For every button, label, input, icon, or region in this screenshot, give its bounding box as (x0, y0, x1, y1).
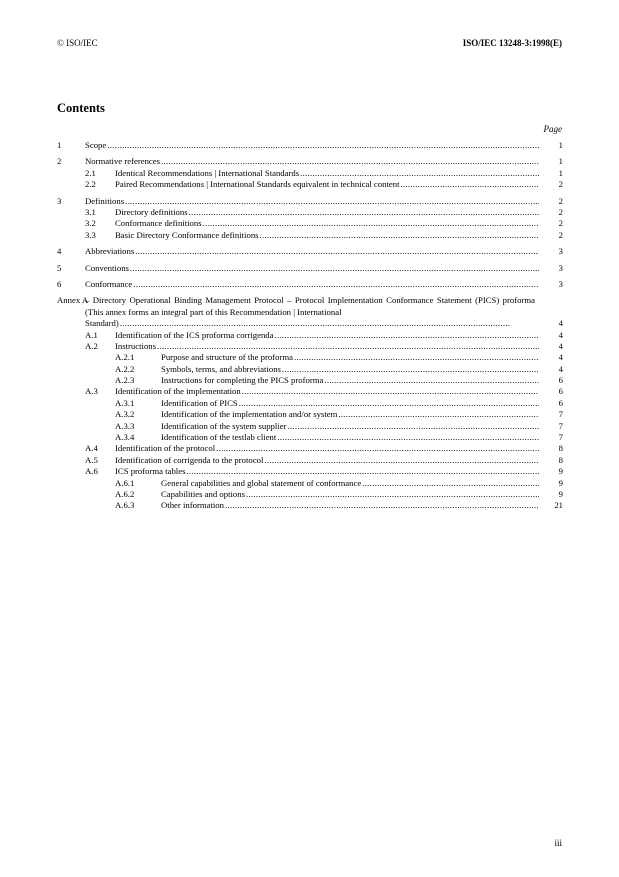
toc-entry-number: A.2.2 (115, 363, 135, 374)
toc-entry-label: Capabilities and options (161, 488, 245, 499)
leader-dots (362, 478, 539, 489)
toc-annex-section (57, 330, 563, 512)
toc-entry-label: Instructions (115, 340, 157, 351)
leader-dots (107, 140, 539, 151)
toc-entry-number: A.3.3 (115, 420, 135, 431)
toc-annex-entry[interactable] (57, 295, 563, 329)
leader-dots (400, 179, 539, 190)
toc-entry-page-number: 8 (558, 443, 563, 454)
toc-entry-number: A.2.1 (115, 352, 135, 363)
toc-entry-label: Other information (161, 500, 224, 511)
toc-main-section (57, 140, 563, 290)
toc-entry-number: A.6 (85, 466, 98, 477)
toc-entry[interactable] (57, 218, 563, 229)
toc-entry[interactable] (57, 466, 563, 477)
leader-dots (287, 421, 539, 432)
toc-entry-label: Symbols, terms, and abbreviations (161, 363, 281, 374)
toc-entry[interactable] (57, 179, 563, 190)
toc-entry-number: 2.2 (85, 179, 96, 190)
toc-entry-page-number: 4 (558, 329, 563, 340)
toc-entry-number: 6 (57, 278, 62, 289)
toc-entry-number: A.3.1 (115, 397, 135, 408)
toc-entry[interactable] (57, 140, 563, 151)
toc-entry-label: Basic Directory Conformance definitions (115, 229, 259, 240)
toc-entry-label: Directory definitions (115, 206, 188, 217)
toc-entry[interactable] (57, 279, 563, 290)
toc-entry-page-number: 1 (558, 167, 563, 178)
toc-entry[interactable] (57, 341, 563, 352)
toc-entry-page-number: 7 (558, 420, 563, 431)
toc-entry-label: Identification of the implementation (115, 386, 241, 397)
page-title: Contents (57, 101, 105, 115)
toc-entry[interactable] (57, 207, 563, 218)
toc-entry[interactable] (57, 443, 563, 454)
toc-entry[interactable] (57, 409, 563, 420)
toc-entry-number: 3 (57, 195, 62, 206)
leader-dots (264, 455, 539, 466)
header-copyright: © ISO/IEC (57, 38, 98, 48)
toc-entry-number: 2.1 (85, 167, 96, 178)
leader-dots (277, 432, 539, 443)
toc-entry-number: 3.3 (85, 229, 96, 240)
toc-entry-number: A.4 (85, 443, 98, 454)
toc-entry-label: Identification of the protocol (115, 443, 216, 454)
toc-entry-page-number: 1 (558, 140, 563, 150)
leader-dots (135, 246, 539, 257)
toc-entry[interactable] (57, 364, 563, 375)
toc-entry-number: 2 (57, 156, 62, 167)
annex-title: – Directory Operational Binding Management Protocol – Protocol Implementation Conformance Statement (PICS) proforma (This annex forms an integral part of this Recommendation | International (85, 295, 535, 317)
toc-entry[interactable] (57, 500, 563, 511)
toc-entry[interactable] (57, 421, 563, 432)
leader-dots (125, 196, 539, 207)
toc-entry[interactable] (57, 246, 563, 257)
leader-dots (239, 398, 539, 409)
toc-entry-label: Identical Recommendations | International Standards (115, 167, 300, 178)
toc-entry-page-number: 4 (558, 363, 563, 374)
toc-entry-label: Identification of PICS (161, 397, 238, 408)
header-document-id: ISO/IEC 13248-3:1998(E) (462, 38, 562, 48)
toc-entry-page-number: 2 (558, 195, 563, 206)
toc-entry-number: A.3 (85, 386, 98, 397)
leader-dots (225, 500, 539, 511)
toc-entry-label: Conventions (85, 262, 129, 273)
toc-entry-label: Purpose and structure of the proforma (161, 352, 293, 363)
toc-entry-label: Conformance (85, 278, 133, 289)
leader-dots (120, 318, 511, 329)
toc-entry-page-number: 4 (558, 352, 563, 363)
toc-entry-label: Identification of the implementation and/or system (161, 409, 338, 420)
toc-entry-number: A.5 (85, 454, 98, 465)
toc-entry[interactable] (57, 398, 563, 409)
toc-entry-number: A.3.2 (115, 409, 135, 420)
annex-title-last-line: Standard) (85, 318, 119, 329)
toc-entry-page-number: 3 (558, 262, 563, 273)
toc-entry-page-number: 9 (558, 477, 563, 488)
toc-entry[interactable] (57, 156, 563, 167)
leader-dots (294, 352, 539, 363)
leader-dots (338, 409, 539, 420)
toc-entry-number: 3.1 (85, 206, 96, 217)
leader-dots (282, 364, 539, 375)
toc-entry-page-number: 3 (558, 278, 563, 289)
toc-entry-number: A.2.3 (115, 375, 135, 386)
annex-number: Annex A (57, 295, 89, 306)
leader-dots (242, 386, 539, 397)
toc-entry-label: Identification of the testlab client (161, 432, 277, 443)
toc-entry-label: Definitions (85, 195, 125, 206)
toc-entry-number: A.1 (85, 329, 98, 340)
toc-entry[interactable] (57, 168, 563, 179)
toc-entry[interactable] (57, 375, 563, 386)
leader-dots (130, 263, 539, 274)
toc-entry-label: Paired Recommendations | International Standards equivalent in technical content (115, 179, 400, 190)
toc-entry-page-number: 6 (558, 397, 563, 408)
leader-dots (161, 156, 539, 167)
leader-dots (324, 375, 539, 386)
toc-entry[interactable] (57, 386, 563, 397)
toc-entry-page-number: 4 (558, 340, 563, 351)
toc-entry[interactable] (57, 330, 563, 341)
leader-dots (246, 489, 539, 500)
leader-dots (275, 330, 540, 341)
toc-entry-label: Identification of the ICS proforma corrigenda (115, 329, 274, 340)
toc-entry-label: General capabilities and global statement of conformance (161, 477, 362, 488)
toc-entry-label: ICS proforma tables (115, 466, 186, 477)
toc-entry-label: Identification of the system supplier (161, 420, 287, 431)
toc-entry-page-number: 7 (558, 432, 563, 443)
toc-entry-page-number: 2 (558, 218, 563, 229)
toc-entry-number: A.6.2 (115, 488, 135, 499)
leader-dots (260, 230, 539, 241)
page-number-footer: iii (554, 838, 562, 848)
toc-entry[interactable] (57, 455, 563, 466)
toc-entry-label: Instructions for completing the PICS proforma (161, 375, 324, 386)
toc-entry-page-number: 6 (558, 386, 563, 397)
toc-entry-number: A.2 (85, 340, 98, 351)
annex-page-number: 4 (558, 318, 563, 329)
leader-dots (203, 218, 539, 229)
toc-entry-label: Scope (85, 140, 107, 150)
toc-entry-page-number: 8 (558, 454, 563, 465)
toc-entry-number: A.3.4 (115, 432, 135, 443)
toc-entry-page-number: 9 (558, 466, 563, 477)
toc-entry-label: Normative references (85, 156, 161, 167)
toc-entry[interactable] (57, 263, 563, 274)
toc-entry-page-number: 6 (558, 375, 563, 386)
toc-entry-page-number: 9 (558, 488, 563, 499)
toc-entry[interactable] (57, 196, 563, 207)
toc-entry-page-number: 2 (558, 229, 563, 240)
toc-entry[interactable] (57, 478, 563, 489)
toc-entry-label: Conformance definitions (115, 218, 202, 229)
toc-entry-page-number: 7 (558, 409, 563, 420)
toc-entry[interactable] (57, 230, 563, 241)
leader-dots (189, 207, 539, 218)
toc-entry-number: A.6.3 (115, 500, 135, 511)
toc-entry-page-number: 2 (558, 179, 563, 190)
leader-dots (186, 466, 539, 477)
leader-dots (157, 341, 539, 352)
toc-entry[interactable] (57, 352, 563, 363)
toc-entry-page-number: 2 (558, 206, 563, 217)
toc-entry-page-number: 1 (558, 156, 563, 167)
leader-dots (216, 443, 539, 454)
page-column-label: Page (543, 124, 562, 134)
toc-entry[interactable] (57, 489, 563, 500)
toc-entry-number: 3.2 (85, 218, 96, 229)
toc-entry-number: 4 (57, 246, 62, 257)
toc-entry-label: Abbreviations (85, 246, 135, 257)
toc-entry-label: Identification of corrigenda to the protocol (115, 454, 264, 465)
toc-entry-page-number: 3 (558, 246, 563, 257)
toc-entry-number: 1 (57, 140, 62, 150)
toc-entry-number: A.6.1 (115, 477, 135, 488)
leader-dots (133, 279, 539, 290)
toc-entry-page-number: 21 (554, 500, 563, 511)
toc-entry-number: 5 (57, 262, 62, 273)
toc-entry[interactable] (57, 432, 563, 443)
leader-dots (300, 168, 539, 179)
table-of-contents (57, 140, 563, 512)
